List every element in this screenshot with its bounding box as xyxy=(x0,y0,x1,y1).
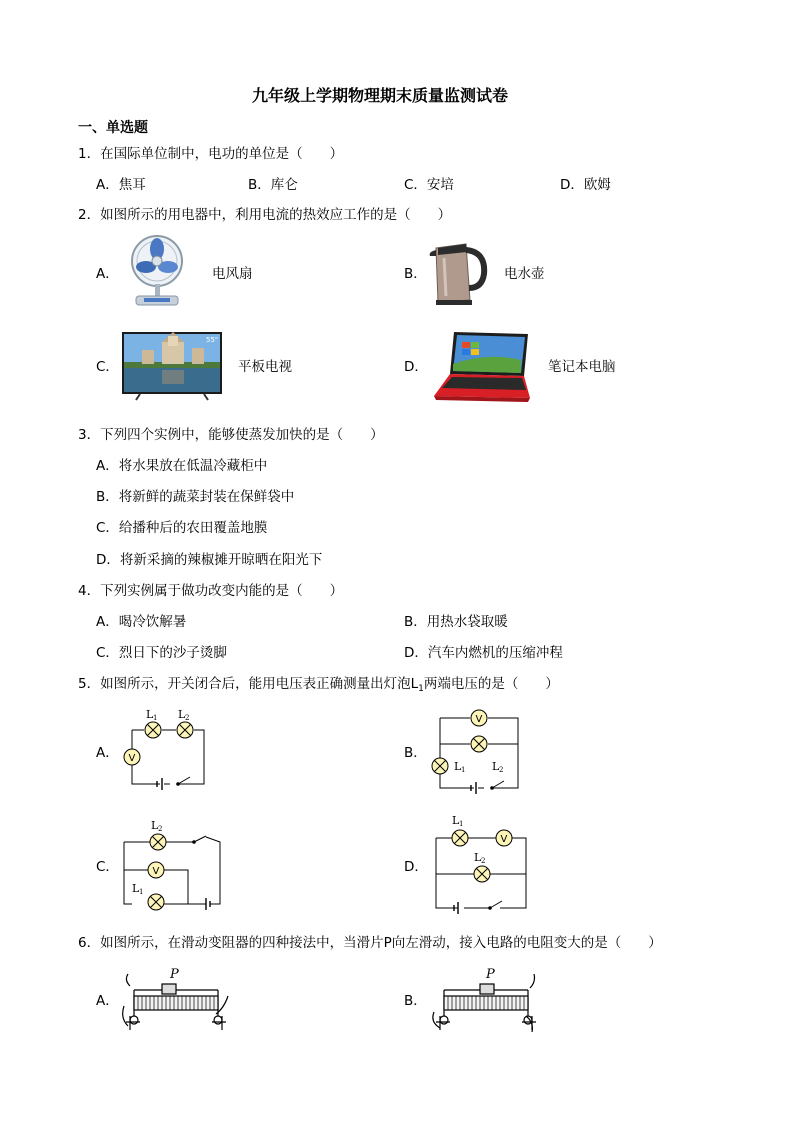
q2-option-d-letter[interactable]: D． xyxy=(404,359,428,375)
q3-option-b[interactable]: B．将新鲜的蔬菜封装在保鲜袋中 xyxy=(96,489,295,505)
q5-option-a-letter[interactable]: A． xyxy=(96,745,119,761)
q4-option-a[interactable]: A．喝冷饮解暑 xyxy=(96,614,187,630)
section-heading: 一、单选题 xyxy=(78,120,148,136)
q2-option-d-label: 笔记本电脑 xyxy=(548,359,616,375)
lamp-label: L xyxy=(454,760,462,773)
lamp-subscript: 2 xyxy=(499,766,504,774)
q5-option-b-letter[interactable]: B． xyxy=(404,745,427,761)
lamp-subscript: 2 xyxy=(158,825,163,833)
slider-p-label: P xyxy=(486,967,495,982)
circuit-diagram-c xyxy=(118,812,224,916)
q2-option-a-label: 电风扇 xyxy=(212,266,253,282)
q3-option-d[interactable]: D．将新采摘的辣椒摊开晾晒在阳光下 xyxy=(96,552,323,568)
lamp-label: L xyxy=(492,760,500,773)
laptop-image xyxy=(432,330,532,404)
voltmeter-symbol: V xyxy=(128,753,136,764)
q2-option-b-label: 电水壶 xyxy=(504,266,545,282)
q1-option-b[interactable]: B．库仑 xyxy=(248,177,298,193)
electric-fan-image xyxy=(124,234,194,308)
question-3-stem: 3．下列四个实例中，能够使蒸发加快的是（ ） xyxy=(78,427,384,443)
lamp-subscript: 1 xyxy=(461,766,466,774)
lamp-label: L xyxy=(474,851,482,864)
electric-kettle-image xyxy=(426,238,496,308)
sliding-rheostat-a xyxy=(120,966,230,1036)
question-1-stem: 1．在国际单位制中，电功的单位是（ ） xyxy=(78,146,344,162)
q4-option-b[interactable]: B．用热水袋取暖 xyxy=(404,614,508,630)
q2-option-c-letter[interactable]: C． xyxy=(96,359,119,375)
circuit-diagram-b xyxy=(426,704,526,796)
q2-option-b-letter[interactable]: B． xyxy=(404,266,427,282)
q1-option-d[interactable]: D．欧姆 xyxy=(560,177,611,193)
lamp-label: L xyxy=(452,814,460,827)
lamp-subscript: 2 xyxy=(481,857,486,865)
sliding-rheostat-b xyxy=(430,966,540,1036)
slider-p-label: P xyxy=(170,967,179,982)
lamp-subscript: 1 xyxy=(139,888,144,896)
lamp-label: L xyxy=(178,708,186,721)
flat-tv-image xyxy=(122,332,222,402)
q6-option-a-letter[interactable]: A． xyxy=(96,993,119,1009)
circuit-diagram-a xyxy=(118,706,212,792)
q4-option-c[interactable]: C．烈日下的沙子烫脚 xyxy=(96,645,227,661)
q5-option-c-letter[interactable]: C． xyxy=(96,859,119,875)
voltmeter-symbol: V xyxy=(500,834,508,845)
q1-option-a[interactable]: A．焦耳 xyxy=(96,177,146,193)
lamp-label: L xyxy=(151,819,159,832)
q4-option-d[interactable]: D．汽车内燃机的压缩冲程 xyxy=(404,645,563,661)
q5-option-d-letter[interactable]: D． xyxy=(404,859,428,875)
lamp-label: L xyxy=(146,708,154,721)
lamp-label: L xyxy=(132,882,140,895)
q2-option-a-letter[interactable]: A． xyxy=(96,266,119,282)
page-title: 九年级上学期物理期末质量监测试卷 xyxy=(252,86,509,105)
q1-option-c[interactable]: C．安培 xyxy=(404,177,454,193)
question-4-stem: 4．下列实例属于做功改变内能的是（ ） xyxy=(78,583,344,599)
voltmeter-symbol: V xyxy=(475,714,483,725)
lamp-subscript: 1 xyxy=(459,820,464,828)
question-6-stem: 6．如图所示，在滑动变阻器的四种接法中，当滑片P向左滑动，接入电路的电阻变大的是（ ） xyxy=(78,935,662,951)
question-2-stem: 2．如图所示的用电器中，利用电流的热效应工作的是（ ） xyxy=(78,207,452,223)
circuit-diagram-d xyxy=(430,810,530,916)
q2-option-c-label: 平板电视 xyxy=(238,359,292,375)
q3-option-c[interactable]: C．给播种后的农田覆盖地膜 xyxy=(96,520,268,536)
tv-size-badge: 55" xyxy=(206,336,219,344)
question-5-stem: 5．如图所示，开关闭合后，能用电压表正确测量出灯泡$L_1$两端电压的是（ ） xyxy=(78,676,559,694)
q3-option-a[interactable]: A．将水果放在低温冷藏柜中 xyxy=(96,458,268,474)
lamp-subscript: 2 xyxy=(185,714,190,722)
lamp-subscript: 1 xyxy=(153,714,158,722)
voltmeter-symbol: V xyxy=(152,866,160,877)
q6-option-b-letter[interactable]: B． xyxy=(404,993,427,1009)
